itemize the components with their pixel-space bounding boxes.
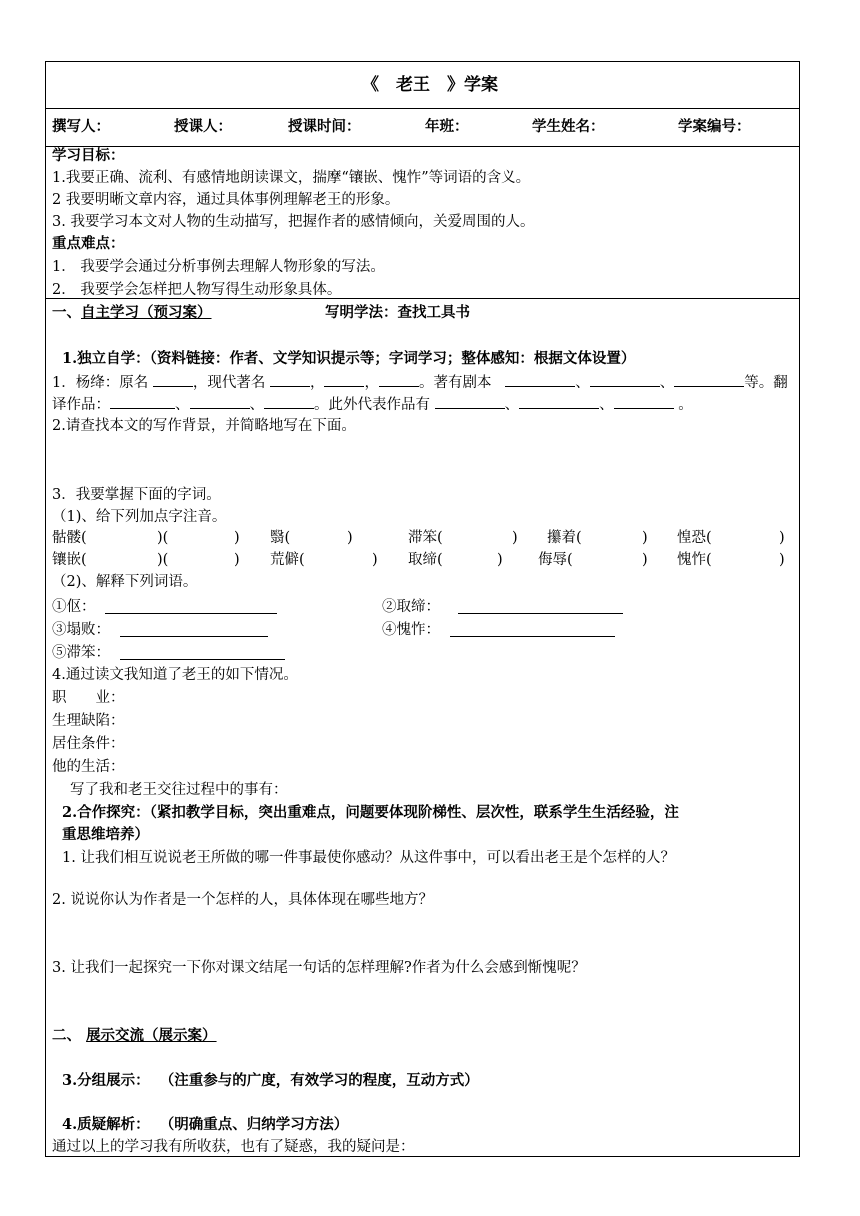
- time-label: 授课时间：: [288, 118, 361, 135]
- doubt-note: （明确重点、归纳学习方法）: [159, 1116, 349, 1133]
- goals-heading: 学习目标：: [52, 147, 125, 164]
- fill-text: 、: [504, 397, 520, 413]
- fill-line-1: [52, 372, 788, 393]
- fill-text: 、: [575, 375, 590, 391]
- pinyin-word: )(: [157, 530, 169, 546]
- doubt-label: 4.质疑解析：: [62, 1116, 150, 1133]
- fill-text: 、: [249, 397, 264, 413]
- fill-text: 等。翻: [744, 375, 788, 391]
- blank[interactable]: [614, 394, 674, 409]
- section1-title: 自主学习（预习案）: [81, 304, 212, 321]
- divider: [46, 108, 799, 109]
- pinyin-word: 愧怍(: [677, 552, 712, 568]
- info-item: 生理缺陷：: [52, 713, 125, 729]
- pinyin-word: ): [779, 552, 785, 568]
- fill-text: 1．杨绛：原名: [52, 375, 149, 391]
- pinyin-word: 惶恐(: [677, 530, 712, 546]
- writer-label: 撰写人：: [52, 118, 110, 135]
- self-study-heading: 1.独立自学：（资料链接：作者、文学知识提示等；字词学习；整体感知：根据文体设置）: [62, 350, 636, 367]
- pinyin-word: ): [372, 552, 378, 568]
- fill-text: 。: [678, 397, 693, 413]
- fill-line-2: [52, 394, 693, 415]
- class-label: 年班：: [425, 118, 469, 135]
- fill-text: ，: [309, 375, 325, 391]
- blank[interactable]: [674, 372, 744, 387]
- doubt-analysis: [62, 1115, 348, 1135]
- divider: [46, 146, 799, 147]
- info-item: 他的生活：: [52, 759, 125, 775]
- fill-text: 。此外代表作品有: [314, 397, 430, 413]
- section2-title: 展示交流（展示案）: [86, 1027, 217, 1044]
- study-method: 写明学法：查找工具书: [325, 304, 470, 321]
- goal-item: 3. 我要学习本文对人物的生动描写，把握作者的感情倾向，关爱周围的人。: [52, 214, 535, 230]
- coop-question: 1. 让我们相互说说老王所做的哪一件事最使你感动？从这件事中，可以看出老王是个怎样的人？: [62, 850, 675, 866]
- coop-heading-cont: 重思维培养）: [62, 826, 149, 843]
- group-display-label: 3.分组展示：: [62, 1072, 150, 1089]
- pinyin-word: )(: [157, 552, 169, 568]
- define-instruction: （2)、解释下列词语。: [52, 574, 198, 590]
- pinyin-word: 攥着(: [547, 530, 582, 546]
- goal-item: 2 我要明晰文章内容，通过具体事例理解老王的形象。: [52, 192, 400, 208]
- difficulty-item: 1． 我要学会通过分析事例去理解人物形象的写法。: [52, 259, 385, 275]
- student-name-label: 学生姓名：: [532, 118, 605, 135]
- fill-text: 、: [175, 397, 190, 413]
- section1-heading: [52, 303, 212, 323]
- blank[interactable]: [324, 372, 364, 387]
- difficulty-item: 2． 我要学会怎样把人物写得生动形象具体。: [52, 282, 342, 298]
- blank[interactable]: [153, 372, 193, 387]
- pinyin-word: 翳(: [270, 530, 291, 546]
- pinyin-word: ): [234, 552, 240, 568]
- pinyin-word: 骷髅(: [52, 530, 87, 546]
- blank[interactable]: [590, 372, 660, 387]
- fill-text: 译作品：: [52, 397, 110, 413]
- blank[interactable]: [519, 394, 599, 409]
- word-definition: ⑤滞笨：: [52, 645, 110, 661]
- teacher-label: 授课人：: [174, 118, 232, 135]
- pinyin-word: ): [642, 552, 648, 568]
- pinyin-word: ): [642, 530, 648, 546]
- answer-line[interactable]: [120, 636, 268, 637]
- blank[interactable]: [505, 372, 575, 387]
- fill-text: 、: [659, 375, 675, 391]
- blank[interactable]: [379, 372, 419, 387]
- word-definition: ④愧怍：: [382, 622, 440, 638]
- word-definition: ③塌败：: [52, 622, 110, 638]
- case-number-label: 学案编号：: [678, 118, 751, 135]
- doubt-prompt: 通过以上的学习我有所收获，也有了疑惑，我的疑问是：: [52, 1139, 415, 1155]
- coop-question: 3. 让我们一起探究一下你对课文结尾一句话的怎样理解?作者为什么会感到惭愧呢？: [52, 960, 586, 976]
- page-title: 《 老王 》学案: [362, 75, 498, 95]
- pinyin-word: 取缔(: [408, 552, 443, 568]
- info-item: 职 业：: [52, 690, 125, 706]
- word-definition: ②取缔：: [382, 599, 440, 615]
- pinyin-word: ): [779, 530, 785, 546]
- blank[interactable]: [190, 394, 250, 409]
- answer-line[interactable]: [120, 659, 285, 660]
- word-definition: ①伛：: [52, 599, 96, 615]
- pinyin-word: 侮辱(: [538, 552, 573, 568]
- fill-text: 。著有剧本: [418, 375, 492, 391]
- pinyin-instruction: （1)、给下列加点字注音。: [52, 509, 227, 525]
- pinyin-word: ): [234, 530, 240, 546]
- blank[interactable]: [435, 394, 505, 409]
- blank[interactable]: [110, 394, 175, 409]
- blank[interactable]: [270, 372, 310, 387]
- group-display-note: （注重参与的广度，有效学习的程度，互动方式）: [159, 1072, 479, 1089]
- background-question: 2.请查找本文的写作背景，并简略地写在下面。: [52, 418, 356, 434]
- blank[interactable]: [264, 394, 314, 409]
- info-question: 4.通过读文我知道了老王的如下情况。: [52, 667, 298, 683]
- answer-line[interactable]: [105, 613, 277, 614]
- difficulty-heading: 重点难点：: [52, 235, 125, 252]
- pinyin-word: 荒僻(: [270, 552, 305, 568]
- section2-prefix: 二、: [52, 1027, 81, 1044]
- vocab-question: 3．我要掌握下面的字词。: [52, 487, 221, 503]
- info-tail: 写了我和老王交往过程中的事有：: [70, 782, 288, 798]
- section1-prefix: 一、: [52, 304, 81, 321]
- coop-question: 2. 说说你认为作者是一个怎样的人，具体体现在哪些地方？: [52, 892, 433, 908]
- fill-text: ，现代著名: [192, 375, 266, 391]
- answer-line[interactable]: [458, 613, 623, 614]
- fill-text: ，: [364, 375, 379, 391]
- pinyin-word: ): [497, 552, 503, 568]
- fill-text: 、: [599, 397, 614, 413]
- pinyin-word: 镶嵌(: [52, 552, 87, 568]
- group-display: [62, 1071, 479, 1091]
- pinyin-word: ): [512, 530, 518, 546]
- info-item: 居住条件：: [52, 736, 125, 752]
- coop-heading: 2.合作探究：（紧扣教学目标，突出重难点，问题要体现阶梯性、层次性，联系学生生活经验，注: [62, 804, 679, 821]
- pinyin-word: 滞笨(: [408, 530, 443, 546]
- pinyin-word: ): [347, 530, 353, 546]
- answer-line[interactable]: [450, 636, 615, 637]
- section2-heading: [52, 1026, 217, 1046]
- goal-item: 1.我要正确、流利、有感情地朗读课文，揣摩“镶嵌、愧怍”等词语的含义。: [52, 170, 531, 186]
